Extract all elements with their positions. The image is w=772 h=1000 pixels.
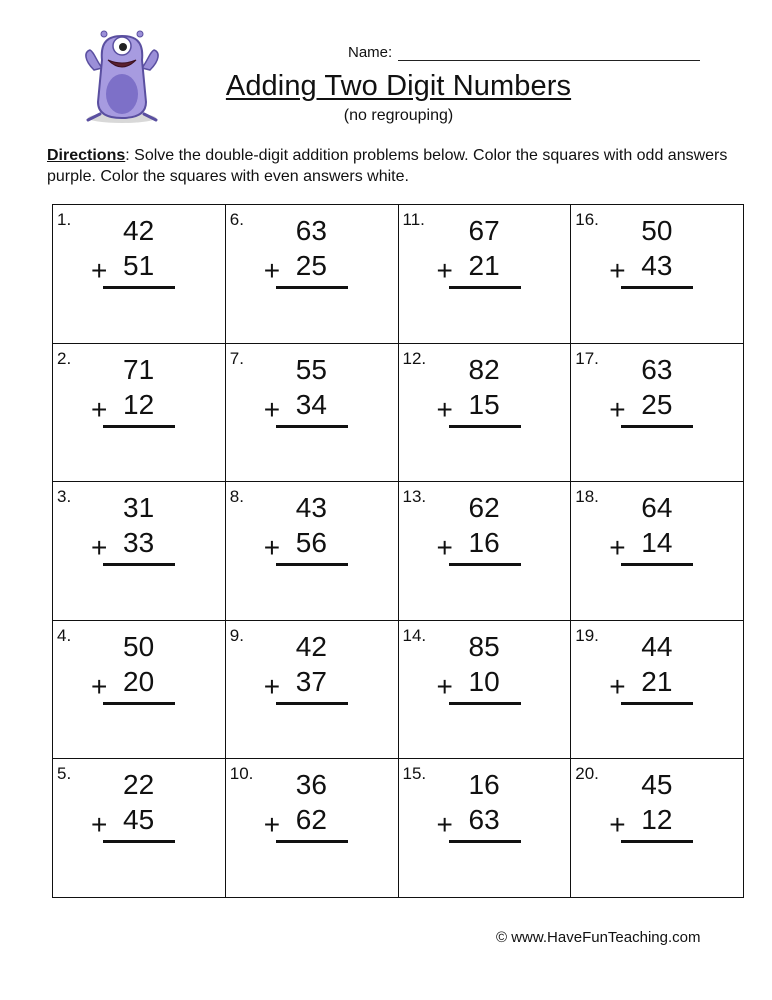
plus-sign: + [91, 393, 108, 425]
problem-number: 13. [402, 487, 427, 507]
bottom-addend: 21 [468, 250, 500, 281]
problem-cell[interactable] [226, 759, 399, 898]
plus-sign: + [436, 809, 453, 841]
page-title: Adding Two Digit Numbers [225, 70, 572, 102]
top-addend: 36 [295, 769, 327, 801]
problem-number: 3. [57, 487, 72, 507]
bottom-addend: 37 [295, 665, 327, 697]
answer-line [449, 425, 521, 428]
top-addend: 16 [468, 769, 500, 801]
plus-sign: + [91, 670, 108, 702]
problem-cell[interactable] [399, 344, 572, 483]
bottom-addend: 25 [641, 388, 673, 420]
plus-sign: + [263, 670, 281, 702]
answer-line [621, 286, 693, 289]
answer-line [276, 425, 348, 428]
answer-line [449, 840, 521, 843]
problem-cell[interactable] [226, 482, 399, 621]
footer-copyright: © www.HaveFunTeaching.com [496, 929, 701, 946]
answer-line [449, 702, 521, 705]
top-addend: 67 [468, 215, 500, 246]
top-addend: 85 [468, 630, 500, 662]
top-addend: 63 [641, 353, 673, 385]
problem-number: 9. [229, 625, 244, 645]
answer-line [276, 286, 348, 289]
plus-sign: + [91, 532, 108, 564]
plus-sign: + [436, 393, 453, 425]
answer-line [449, 286, 521, 289]
problem-cell[interactable] [571, 205, 744, 344]
plus-sign: + [263, 393, 281, 425]
problem-grid [52, 204, 744, 898]
problem-cell[interactable] [53, 759, 226, 898]
problem-number: 14. [402, 625, 427, 645]
problem-cell[interactable] [571, 344, 744, 483]
bottom-addend: 45 [123, 804, 155, 836]
plus-sign: + [91, 809, 108, 841]
problem-number: 16. [575, 210, 599, 229]
problem-number: 11. [402, 210, 425, 229]
problem-number: 8. [229, 487, 244, 507]
problem-cell[interactable] [399, 621, 572, 760]
top-addend: 62 [468, 492, 500, 524]
top-addend: 50 [641, 215, 673, 246]
bottom-addend: 25 [295, 250, 327, 281]
answer-line [103, 840, 175, 843]
bottom-addend: 12 [123, 388, 155, 420]
problem-number: 18. [575, 487, 599, 507]
plus-sign: + [609, 393, 626, 425]
problem-number: 5. [57, 764, 72, 784]
problem-number: 17. [575, 348, 599, 368]
problem-cell[interactable] [399, 205, 572, 344]
problem-cell[interactable] [226, 344, 399, 483]
plus-sign: + [263, 809, 281, 841]
bottom-addend: 14 [641, 527, 673, 559]
problem-cell[interactable] [53, 205, 226, 344]
plus-sign: + [609, 255, 626, 286]
top-addend: 64 [641, 492, 673, 524]
problem-number: 10. [229, 764, 254, 784]
top-addend: 50 [123, 630, 155, 662]
bottom-addend: 16 [468, 527, 500, 559]
problem-number: 19. [575, 625, 599, 645]
problem-number: 20. [575, 764, 599, 784]
problem-number: 15. [402, 764, 427, 784]
answer-line [276, 563, 348, 566]
problem-cell[interactable] [226, 621, 399, 760]
answer-line [276, 702, 348, 705]
top-addend: 45 [641, 769, 673, 801]
top-addend: 55 [295, 353, 327, 385]
answer-line [276, 840, 348, 843]
plus-sign: + [436, 255, 453, 286]
plus-sign: + [263, 532, 281, 564]
problem-cell[interactable] [399, 759, 572, 898]
problem-cell[interactable] [399, 482, 572, 621]
answer-line [621, 702, 693, 705]
bottom-addend: 20 [123, 665, 155, 697]
top-addend: 44 [641, 630, 673, 662]
bottom-addend: 33 [123, 527, 155, 559]
top-addend: 43 [295, 492, 327, 524]
name-label: Name: [348, 44, 393, 61]
answer-line [621, 425, 693, 428]
top-addend: 42 [295, 630, 327, 662]
top-addend: 42 [123, 215, 155, 246]
bottom-addend: 63 [468, 804, 500, 836]
answer-line [449, 563, 521, 566]
answer-line [621, 840, 693, 843]
bottom-addend: 43 [641, 250, 673, 281]
top-addend: 63 [295, 215, 327, 246]
directions-text: : Solve the double-digit addition problems below. Color the squares with odd answers purple. Color the squares with even answers white. [47, 147, 728, 185]
name-blank-line[interactable] [398, 44, 700, 61]
plus-sign: + [263, 255, 281, 286]
bottom-addend: 10 [468, 665, 500, 697]
problem-cell[interactable] [226, 205, 399, 344]
problem-cell[interactable] [571, 759, 744, 898]
plus-sign: + [436, 532, 453, 564]
plus-sign: + [609, 532, 626, 564]
problem-number: 1. [57, 210, 72, 229]
problem-number: 12. [402, 348, 427, 368]
bottom-addend: 51 [123, 250, 155, 281]
answer-line [621, 563, 693, 566]
name-field[interactable] [348, 44, 700, 61]
problem-cell[interactable] [53, 482, 226, 621]
bottom-addend: 56 [295, 527, 327, 559]
plus-sign: + [91, 255, 108, 286]
problem-number: 2. [57, 348, 72, 368]
plus-sign: + [609, 670, 626, 702]
problem-number: 6. [229, 210, 244, 229]
top-addend: 82 [468, 353, 500, 385]
answer-line [103, 286, 175, 289]
top-addend: 71 [123, 353, 155, 385]
bottom-addend: 15 [468, 388, 500, 420]
bottom-addend: 21 [641, 665, 673, 697]
top-addend: 22 [123, 769, 155, 801]
plus-sign: + [436, 670, 453, 702]
directions-label: Directions [47, 147, 126, 164]
bottom-addend: 34 [295, 388, 327, 420]
answer-line [103, 425, 175, 428]
page-subtitle: (no regrouping) [343, 107, 454, 124]
problem-cell[interactable] [571, 621, 744, 760]
top-addend: 31 [123, 492, 155, 524]
plus-sign: + [609, 809, 626, 841]
problem-cell[interactable] [53, 344, 226, 483]
problem-number: 7. [229, 348, 244, 368]
answer-line [103, 702, 175, 705]
problem-cell[interactable] [571, 482, 744, 621]
problem-cell[interactable] [53, 621, 226, 760]
answer-line [103, 563, 175, 566]
directions [47, 145, 737, 187]
bottom-addend: 62 [295, 804, 327, 836]
bottom-addend: 12 [641, 804, 673, 836]
problem-number: 4. [57, 625, 72, 645]
